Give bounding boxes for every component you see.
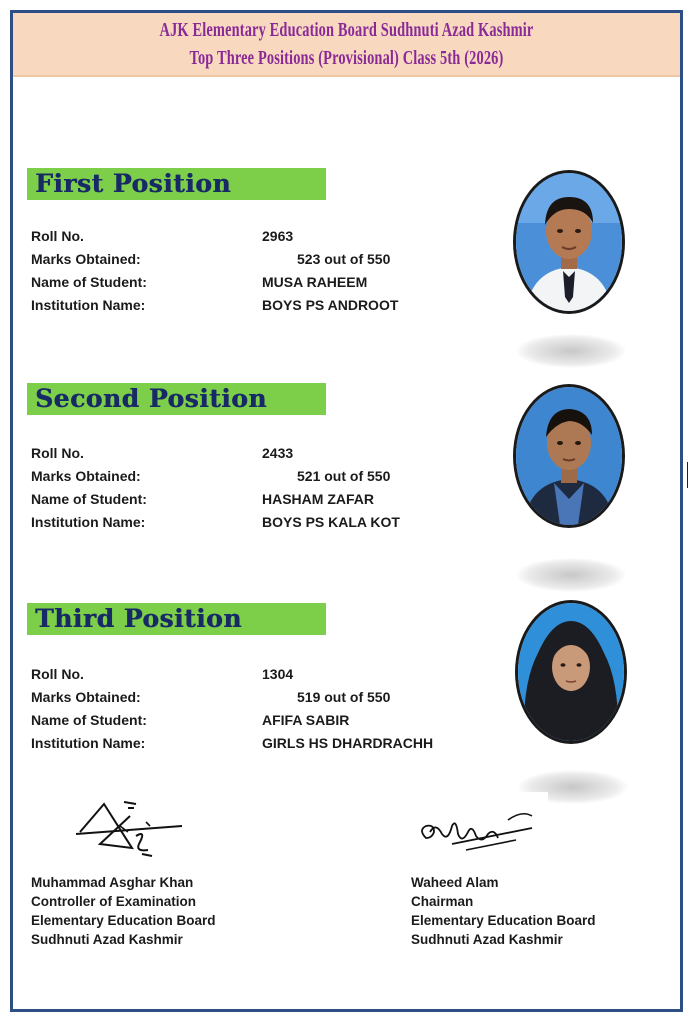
marks-value — [297, 468, 390, 484]
name-label: Name of Student: — [31, 491, 147, 507]
controller-signature — [70, 796, 190, 862]
institution-value: BOYS PS ANDROOT — [262, 297, 399, 313]
marks-total: out of 550 — [324, 251, 391, 267]
marks-label: Marks Obtained: — [31, 251, 141, 267]
first-position-title: First Position — [35, 169, 232, 198]
first-position-photo — [513, 170, 625, 314]
second-position-title: Second Position — [35, 384, 267, 413]
marks-total: out of 550 — [324, 468, 391, 484]
institution-label: Institution Name: — [31, 735, 146, 751]
marks-value — [297, 689, 390, 705]
roll-label: Roll No. — [31, 228, 84, 244]
chairman-name: Waheed Alam — [411, 875, 499, 890]
third-position-photo — [515, 600, 627, 744]
roll-value: 1304 — [262, 666, 294, 682]
second-photo-shadow — [516, 558, 626, 592]
marks-number: 521 — [297, 468, 321, 484]
first-photo-shadow — [516, 334, 626, 368]
chairman-block — [411, 873, 596, 949]
institution-label: Institution Name: — [31, 514, 146, 530]
second-position-photo — [513, 384, 625, 528]
roll-value: 2963 — [262, 228, 294, 244]
second-position-banner — [27, 383, 326, 415]
first-position-banner — [27, 168, 326, 200]
roll-value: 2433 — [262, 445, 294, 461]
chairman-designation: Chairman — [411, 894, 474, 909]
third-position-title: Third Position — [35, 604, 242, 633]
controller-block — [31, 873, 216, 949]
name-value: HASHAM ZAFAR — [262, 491, 374, 507]
chairman-org: Elementary Education Board — [411, 913, 596, 928]
roll-label: Roll No. — [31, 445, 84, 461]
third-position-banner — [27, 603, 326, 635]
marks-number: 523 — [297, 251, 321, 267]
board-title: AJK Elementary Education Board Sudhnuti Azad Kashmir — [159, 19, 534, 41]
result-title: Top Three Positions (Provisional) Class 5th (2026) — [189, 47, 504, 69]
name-value: AFIFA SABIR — [262, 712, 350, 728]
marks-label: Marks Obtained: — [31, 689, 141, 705]
marks-label: Marks Obtained: — [31, 468, 141, 484]
marks-number: 519 — [297, 689, 321, 705]
institution-value: BOYS PS KALA KOT — [262, 514, 400, 530]
name-value: MUSA RAHEEM — [262, 274, 368, 290]
institution-value: GIRLS HS DHARDRACHH — [262, 735, 434, 751]
chairman-place: Sudhnuti Azad Kashmir — [411, 932, 563, 947]
name-label: Name of Student: — [31, 274, 147, 290]
institution-label: Institution Name: — [31, 297, 146, 313]
controller-designation: Controller of Examination — [31, 894, 197, 909]
controller-name: Muhammad Asghar Khan — [31, 875, 194, 890]
controller-place: Sudhnuti Azad Kashmir — [31, 932, 183, 947]
marks-total: out of 550 — [324, 689, 391, 705]
marks-value — [297, 251, 390, 267]
chairman-signature — [412, 792, 548, 862]
name-label: Name of Student: — [31, 712, 147, 728]
header-banner — [13, 13, 680, 77]
roll-label: Roll No. — [31, 666, 84, 682]
controller-org: Elementary Education Board — [31, 913, 216, 928]
edge-mark — [687, 462, 688, 488]
